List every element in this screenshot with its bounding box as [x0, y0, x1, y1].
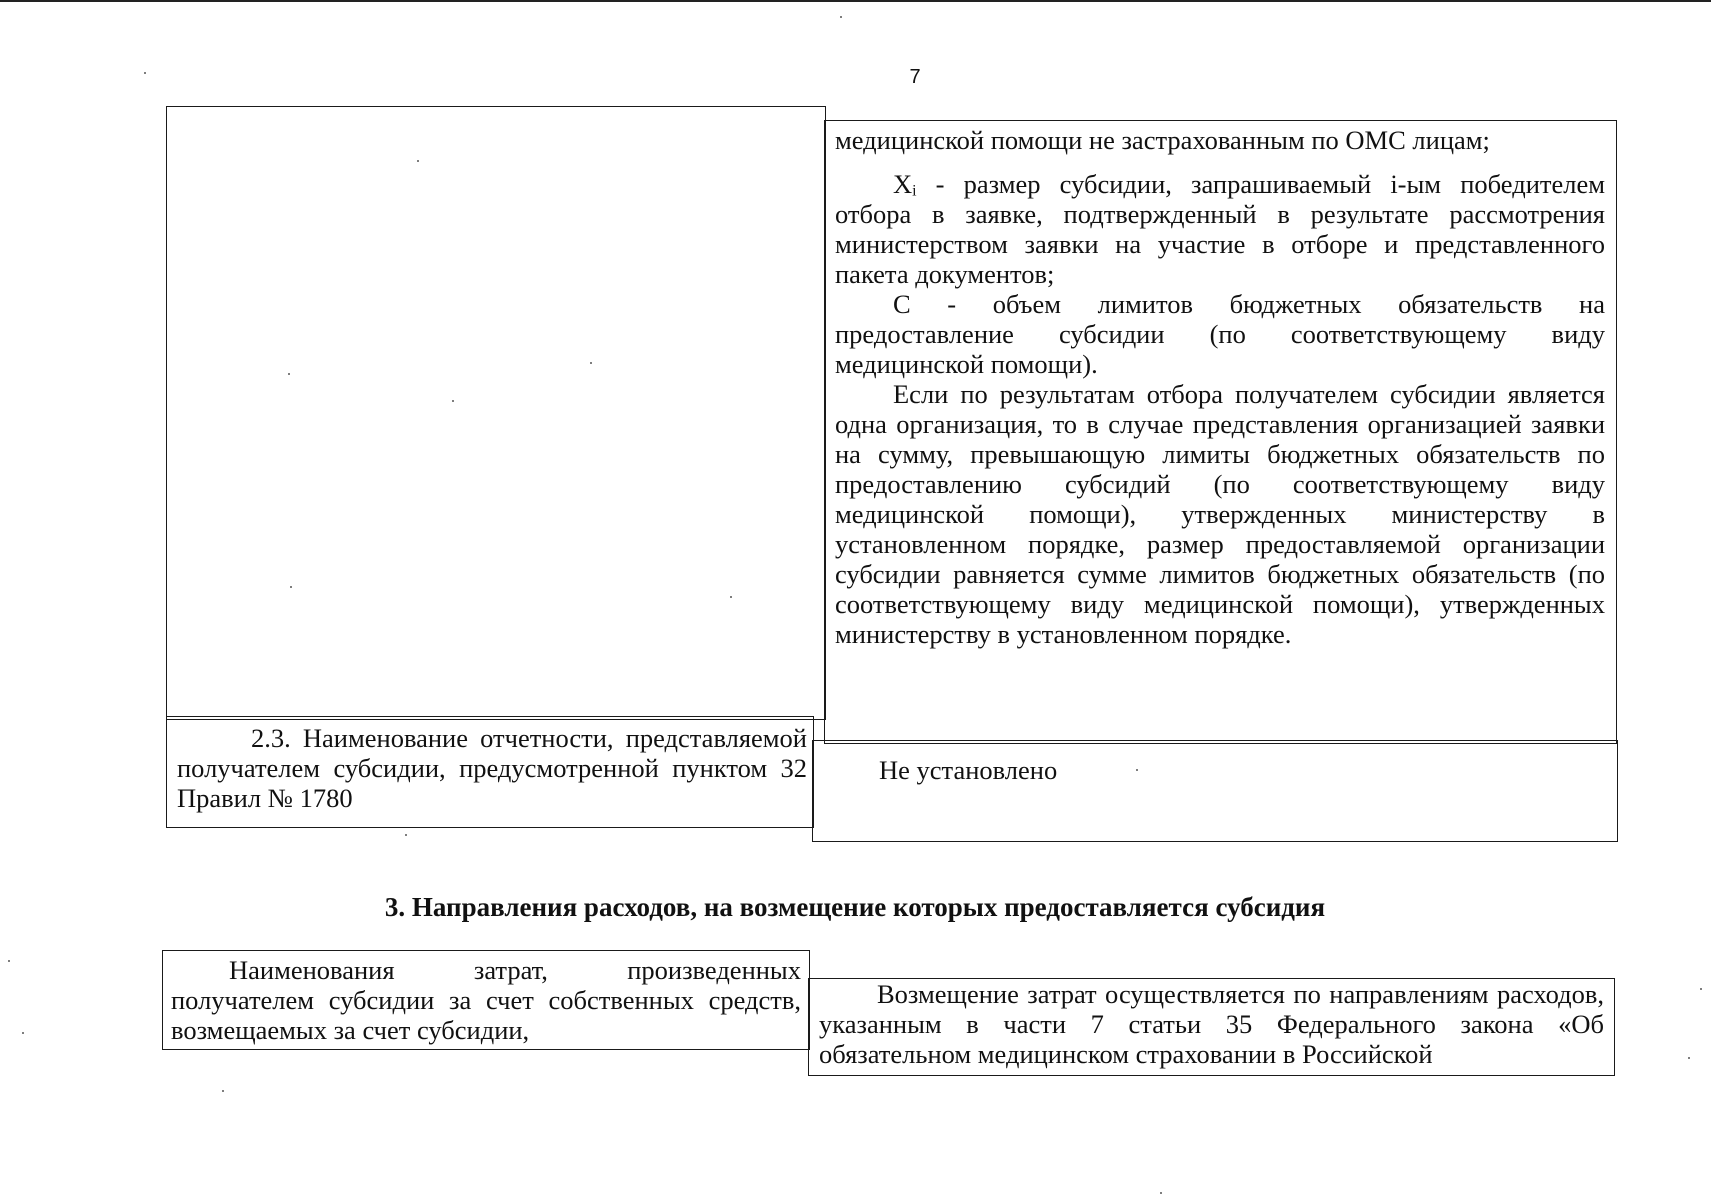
scan-speck	[22, 1032, 24, 1034]
scan-speck	[1700, 988, 1702, 990]
section-3-heading: 3. Направления расходов, на возмещение которых предоставляется субсидия	[384, 892, 1326, 922]
scan-speck	[417, 160, 419, 162]
paragraph-xi: Xᵢ - размер субсидии, запрашиваемый i-ым победителем отбора в заявке, подтвержденный в результате рассмотрения министерством заявки на участие в отборе и представленного пакета документов;	[835, 169, 1605, 289]
paragraph-oms: медицинской помощи не застрахованным по ОМС лицам;	[835, 125, 1490, 155]
scan-speck	[590, 362, 592, 364]
section-3-left-text: Наименования затрат, произведенных получателем субсидии за счет собственных средств, возмещаемых за счет субсидии,	[171, 955, 801, 1045]
table-left-cell-continuation	[166, 106, 826, 720]
section-3-left-cell	[162, 950, 810, 1050]
scan-speck	[290, 586, 292, 588]
row-2-3-label-cell	[166, 716, 814, 828]
section-3-right-cell	[808, 978, 1615, 1076]
scan-speck	[144, 72, 146, 74]
top-edge-line	[0, 0, 1711, 2]
scan-speck	[1136, 769, 1138, 771]
scan-speck	[1160, 1192, 1162, 1194]
scan-speck	[8, 960, 10, 962]
scan-speck	[730, 596, 732, 598]
scan-speck	[452, 400, 454, 402]
paragraph-c: C - объем лимитов бюджетных обязательств на предоставление субсидии (по соответствующему виду медицинской помощи).	[835, 289, 1605, 379]
section-3-right-text: Возмещение затрат осуществляется по направлениям расходов, указанным в части 7 статьи 35 Федерального закона «Об обязательном медицинском страховании в Российской	[819, 979, 1604, 1069]
scan-speck	[222, 1090, 224, 1092]
row-2-3-label: 2.3. Наименование отчетности, представляемой получателем субсидии, предусмотренной пунктом 32 Правил № 1780	[177, 723, 807, 813]
row-2-3-value-cell	[812, 740, 1618, 842]
page-number: 7	[909, 66, 921, 88]
scan-speck	[405, 834, 407, 836]
scan-speck	[288, 373, 290, 375]
scan-speck	[1688, 1057, 1690, 1059]
formula-explanations	[835, 125, 1605, 649]
table-right-cell-continuation	[824, 120, 1617, 744]
scan-speck	[840, 16, 842, 18]
paragraph-single-organization: Если по результатам отбора получателем субсидии является одна организация, то в случае представления организацией заявки на сумму, превышающую лимиты бюджетных обязательств по предоставлению субсидий (по соответствующему виду медицинской помощи), утвержденных министерству в установленном порядке, размер предоставляемой организации субсидии равняется сумме лимитов бюджетных обязательств (по соответствующему виду медицинской помощи), утвержденных министерству в установленном порядке.	[835, 379, 1605, 649]
row-2-3-value: Не установлено	[879, 755, 1058, 785]
